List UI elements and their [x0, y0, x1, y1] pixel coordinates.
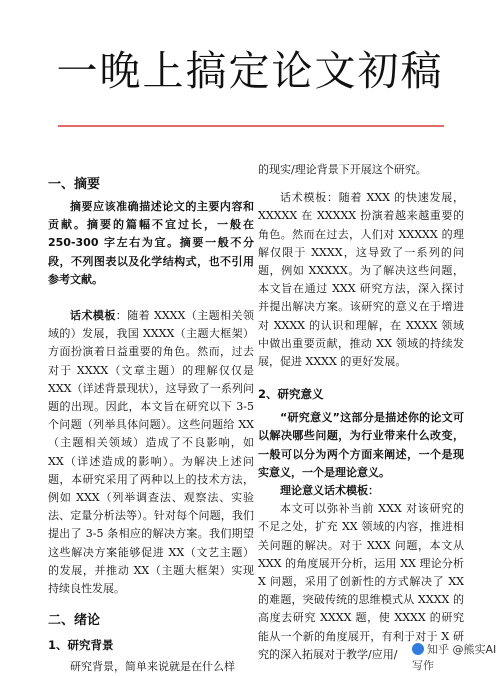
intro-heading: 二、绪论	[48, 613, 101, 629]
watermark	[412, 641, 500, 673]
abstract-intro: 摘要应该准确描述论文的主要内容和贡献。摘要的篇幅不宜过长，一般在 250-300 字左右为宜。摘要一般不分段，不列图表以及化学结构式，也不引用参考文献。	[48, 200, 254, 286]
theory-text: 本文可以弥补当前 XXX 对该研究的不足之处，扩充 XX 领域的内容，推进相关问题的解决。对于 XXX 问题，本文从 XXX 的角度展开分析，运用 XX 理论分析 X 问题，采用了创新性的方式解决了 XX 的难题，突破传统的思维模式从 XXXX 的高度去研究 XXXX 题，使 XXXX 的研究能从一个新的角度展开，有利于对于 X 研究的深入拓展对于教学/应用/	[258, 502, 464, 661]
background-text: 研究背景，简单来说就是在什么样	[70, 660, 235, 674]
title-divider	[58, 125, 444, 127]
right-column	[258, 161, 464, 664]
significance-text: “研究意义”这部分是描述你的论文可以解决哪些问题，为行业带来什么改变，一般可以分为两个方面来阐述，一个是现实意义，一个是理论意义。	[258, 411, 464, 479]
template-label: 话术模板	[70, 309, 116, 323]
background-template: 话术模板：随着 XXX 的快速发展，XXXXX 在 XXXXX 扮演着越来越重要的角色。然而在过去，人们对 XXXXX 的理解仅限于 XXXX，这导致了一系列的问题，例如 XXXXX。为了解决这些问题，本文旨在通过 XXX 研究方法，深入探讨并提出解决方案。该研究的意义在于增进对 XXXX 的认识和理解，在 XXXX 领域中做出重要贡献，推动 XX 领域的持续发展，促进 XXXX 的更好发展。	[258, 191, 464, 369]
background-heading: 1、研究背景	[48, 638, 114, 653]
background-continued: 的现实/理论背景下开展这个研究。	[258, 163, 427, 176]
abstract-heading: 一、摘要	[48, 177, 101, 192]
significance-heading: 2、研究意义	[258, 387, 324, 402]
abstract-template	[48, 307, 254, 598]
left-column	[48, 176, 254, 676]
theory-label: 理论意义话术模板：	[280, 484, 379, 498]
template-text: ：随着 XXXX（主题相关领域的）发展，我国 XXXX（主题大框架）方面扮演着日益重要的角色。然而，过去对于 XXXX（文章主题）的理解仅仅是 XXX（详述背景现状），这导致了一系列问题的出现。因此，本文旨在研究以下 3-5 个问题（列举具体问题）。这些问题给 XX（主题相关领域）造成了不良影响，如 XX（详述造成的影响）。为解决上述问题，本研究采用了两种以上的技术方法，例如 XXX（列举调查法、观察法、实验法、定量分析法等）。针对每个问题，我们提出了 3-5 条相应的解决方案。我们期望这些解决方案能够促进 XX（文艺主题）的发展，并推动 XX（主题大框架）实现持续良性发展。	[48, 309, 254, 596]
zhihu-logo-icon	[412, 643, 424, 655]
watermark-text: 知乎 @熊实AI写作	[412, 643, 497, 672]
page-title: 一晚上搞定论文初稿	[56, 47, 444, 95]
